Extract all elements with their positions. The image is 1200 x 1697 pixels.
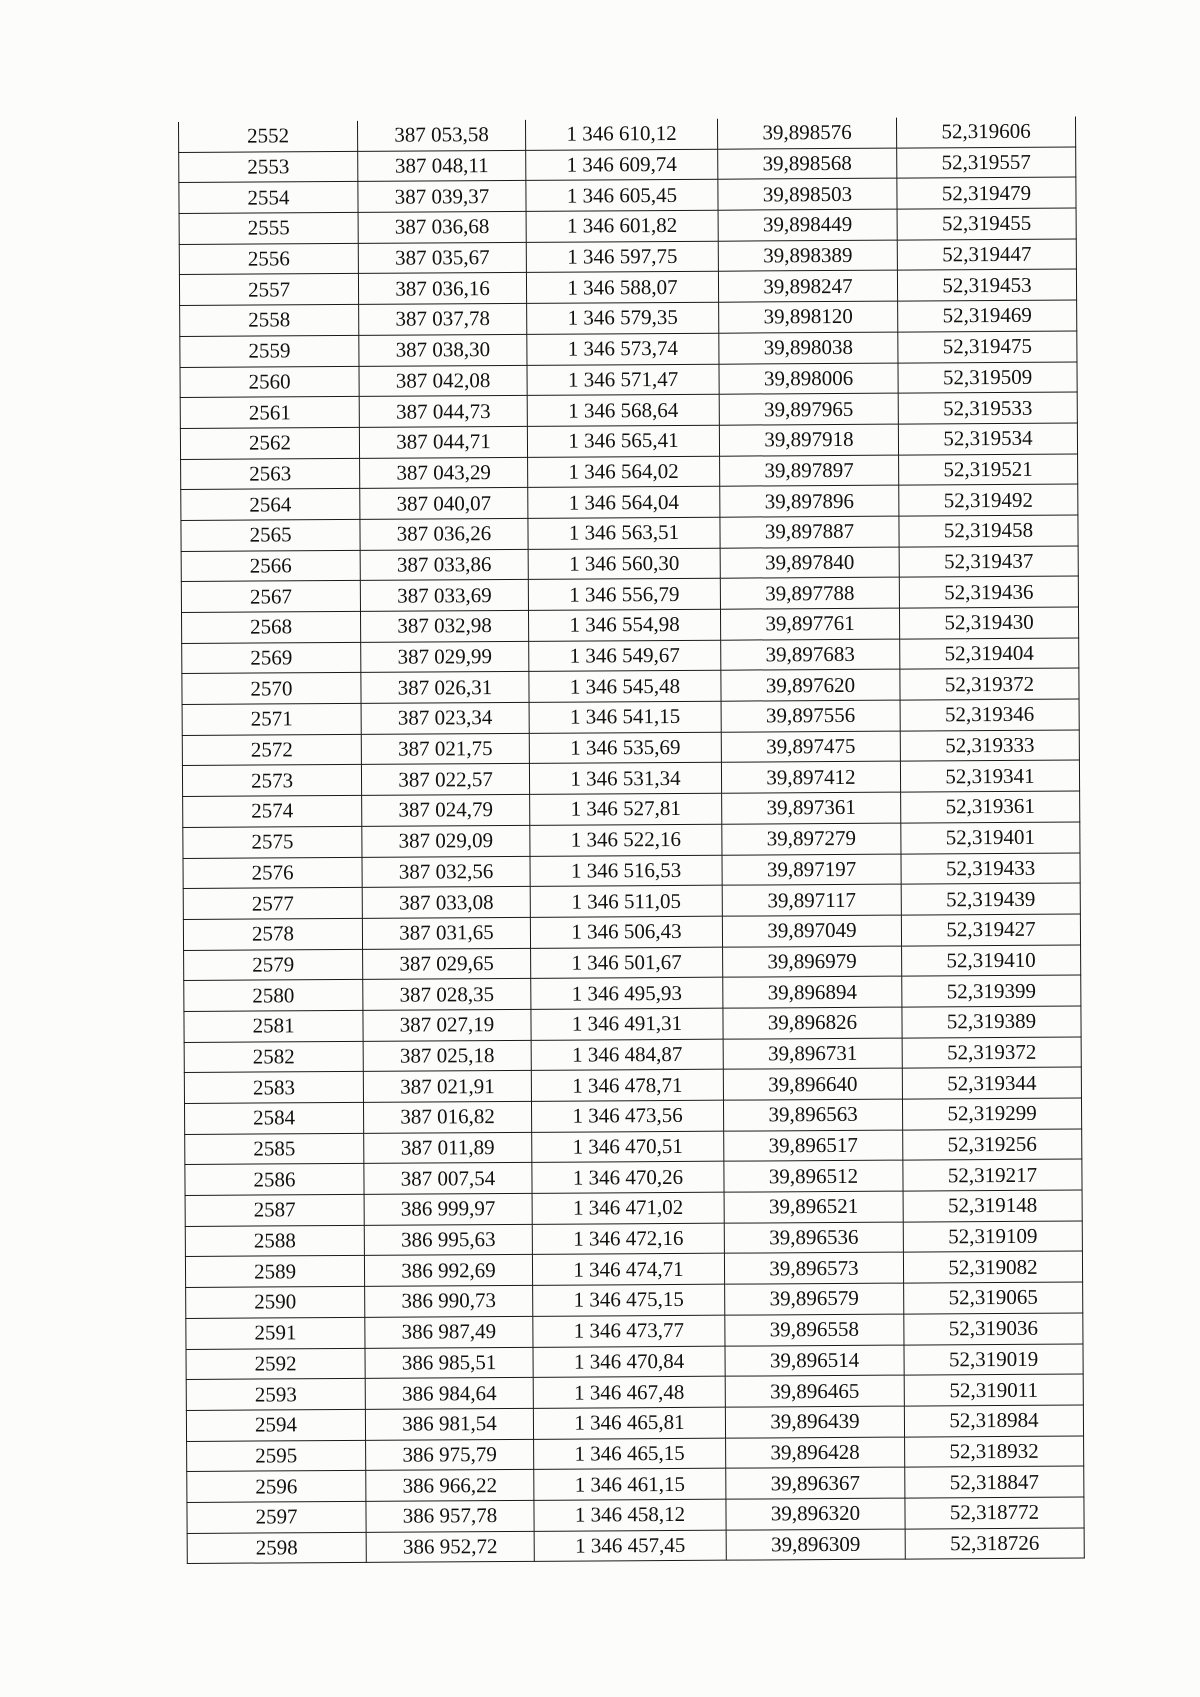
x-coordinate-cell: 386 985,51 [365, 1347, 533, 1379]
x-coordinate-cell: 387 016,82 [363, 1101, 531, 1133]
latitude-cell: 39,898449 [718, 209, 897, 241]
x-coordinate-cell: 387 011,89 [364, 1132, 532, 1164]
y-coordinate-cell: 1 346 564,02 [528, 456, 720, 488]
y-coordinate-cell: 1 346 601,82 [526, 210, 718, 242]
point-number-cell: 2582 [184, 1041, 363, 1073]
latitude-cell: 39,897556 [721, 700, 900, 732]
longitude-cell: 52,319082 [903, 1251, 1082, 1283]
y-coordinate-cell: 1 346 564,04 [528, 486, 720, 518]
point-number-cell: 2570 [182, 673, 361, 705]
y-coordinate-cell: 1 346 610,12 [525, 119, 717, 150]
x-coordinate-cell: 387 044,73 [359, 396, 527, 428]
y-coordinate-cell: 1 346 470,84 [533, 1346, 725, 1378]
latitude-cell: 39,898576 [717, 118, 896, 149]
point-number-cell: 2598 [187, 1532, 366, 1564]
latitude-cell: 39,897197 [722, 854, 901, 886]
latitude-cell: 39,896367 [726, 1467, 905, 1499]
x-coordinate-cell: 386 966,22 [366, 1470, 534, 1502]
point-number-cell: 2581 [184, 1010, 363, 1042]
x-coordinate-cell: 387 028,35 [363, 979, 531, 1011]
longitude-cell: 52,319410 [902, 945, 1081, 977]
point-number-cell: 2583 [184, 1072, 363, 1104]
latitude-cell: 39,898568 [718, 148, 897, 180]
latitude-cell: 39,896439 [725, 1406, 904, 1438]
longitude-cell: 52,319437 [899, 546, 1078, 578]
longitude-cell: 52,319217 [903, 1159, 1082, 1191]
y-coordinate-cell: 1 346 484,87 [531, 1039, 723, 1071]
point-number-cell: 2562 [180, 427, 359, 459]
latitude-cell: 39,897788 [720, 577, 899, 609]
point-number-cell: 2572 [182, 734, 361, 766]
y-coordinate-cell: 1 346 461,15 [534, 1468, 726, 1500]
latitude-cell: 39,897918 [719, 424, 898, 456]
longitude-cell: 52,319475 [898, 331, 1077, 363]
latitude-cell: 39,896428 [726, 1437, 905, 1469]
x-coordinate-cell: 387 042,08 [359, 365, 527, 397]
table-row [187, 1528, 1084, 1564]
y-coordinate-cell: 1 346 597,75 [526, 241, 718, 273]
x-coordinate-cell: 386 990,73 [365, 1285, 533, 1317]
x-coordinate-cell: 386 999,97 [364, 1193, 532, 1225]
point-number-cell: 2593 [186, 1379, 365, 1411]
x-coordinate-cell: 387 029,65 [363, 948, 531, 980]
latitude-cell: 39,896517 [724, 1130, 903, 1162]
y-coordinate-cell: 1 346 470,26 [532, 1162, 724, 1194]
point-number-cell: 2578 [183, 918, 362, 950]
latitude-cell: 39,898503 [718, 178, 897, 210]
longitude-cell: 52,319372 [902, 1037, 1081, 1069]
point-number-cell: 2566 [181, 550, 360, 582]
point-number-cell: 2584 [184, 1102, 363, 1134]
longitude-cell: 52,319361 [901, 791, 1080, 823]
x-coordinate-cell: 386 981,54 [365, 1408, 533, 1440]
y-coordinate-cell: 1 346 473,56 [531, 1100, 723, 1132]
y-coordinate-cell: 1 346 556,79 [528, 579, 720, 611]
x-coordinate-cell: 387 053,58 [357, 120, 525, 151]
y-coordinate-cell: 1 346 458,12 [534, 1499, 726, 1531]
latitude-cell: 39,896320 [726, 1498, 905, 1530]
x-coordinate-cell: 387 021,75 [361, 733, 529, 765]
longitude-cell: 52,319479 [897, 177, 1076, 209]
point-number-cell: 2569 [182, 642, 361, 674]
coordinates-table [178, 117, 1085, 1565]
y-coordinate-cell: 1 346 470,51 [532, 1131, 724, 1163]
latitude-cell: 39,897117 [722, 884, 901, 916]
point-number-cell: 2567 [181, 581, 360, 613]
point-number-cell: 2553 [179, 151, 358, 183]
x-coordinate-cell: 386 987,49 [365, 1316, 533, 1348]
x-coordinate-cell: 387 048,11 [358, 150, 526, 182]
x-coordinate-cell: 387 025,18 [363, 1040, 531, 1072]
longitude-cell: 52,319019 [904, 1343, 1083, 1375]
longitude-cell: 52,318847 [905, 1466, 1084, 1498]
latitude-cell: 39,896579 [725, 1283, 904, 1315]
y-coordinate-cell: 1 346 474,71 [532, 1254, 724, 1286]
point-number-cell: 2557 [179, 274, 358, 306]
longitude-cell: 52,318726 [905, 1528, 1084, 1560]
x-coordinate-cell: 387 029,99 [361, 641, 529, 673]
latitude-cell: 39,896512 [724, 1160, 903, 1192]
longitude-cell: 52,319458 [899, 515, 1078, 547]
longitude-cell: 52,319606 [896, 117, 1075, 148]
y-coordinate-cell: 1 346 527,81 [530, 793, 722, 825]
y-coordinate-cell: 1 346 478,71 [531, 1069, 723, 1101]
latitude-cell: 39,898038 [719, 332, 898, 364]
x-coordinate-cell: 387 040,07 [360, 488, 528, 520]
point-number-cell: 2571 [182, 703, 361, 735]
x-coordinate-cell: 387 035,67 [358, 242, 526, 274]
longitude-cell: 52,319399 [902, 975, 1081, 1007]
x-coordinate-cell: 387 024,79 [362, 794, 530, 826]
x-coordinate-cell: 386 992,69 [364, 1255, 532, 1287]
x-coordinate-cell: 387 033,86 [360, 549, 528, 581]
y-coordinate-cell: 1 346 516,53 [530, 855, 722, 887]
point-number-cell: 2556 [179, 243, 358, 275]
longitude-cell: 52,319427 [901, 914, 1080, 946]
longitude-cell: 52,319509 [898, 362, 1077, 394]
y-coordinate-cell: 1 346 588,07 [526, 272, 718, 304]
longitude-cell: 52,319430 [899, 607, 1078, 639]
x-coordinate-cell: 387 036,16 [358, 273, 526, 305]
latitude-cell: 39,897761 [720, 608, 899, 640]
point-number-cell: 2587 [185, 1194, 364, 1226]
y-coordinate-cell: 1 346 573,74 [527, 333, 719, 365]
point-number-cell: 2560 [180, 366, 359, 398]
y-coordinate-cell: 1 346 605,45 [526, 180, 718, 212]
x-coordinate-cell: 386 975,79 [366, 1439, 534, 1471]
x-coordinate-cell: 387 031,65 [362, 917, 530, 949]
y-coordinate-cell: 1 346 465,81 [533, 1407, 725, 1439]
latitude-cell: 39,897620 [721, 669, 900, 701]
latitude-cell: 39,897896 [720, 485, 899, 517]
longitude-cell: 52,319447 [897, 239, 1076, 271]
latitude-cell: 39,897897 [720, 455, 899, 487]
longitude-cell: 52,319492 [899, 484, 1078, 516]
longitude-cell: 52,319439 [901, 883, 1080, 915]
point-number-cell: 2580 [184, 980, 363, 1012]
x-coordinate-cell: 387 033,69 [360, 580, 528, 612]
y-coordinate-cell: 1 346 535,69 [529, 732, 721, 764]
longitude-cell: 52,318932 [905, 1436, 1084, 1468]
y-coordinate-cell: 1 346 541,15 [529, 701, 721, 733]
point-number-cell: 2564 [181, 489, 360, 521]
point-number-cell: 2573 [182, 765, 361, 797]
latitude-cell: 39,898006 [719, 363, 898, 395]
x-coordinate-cell: 386 957,78 [366, 1500, 534, 1532]
x-coordinate-cell: 387 032,98 [360, 610, 528, 642]
latitude-cell: 39,897412 [721, 762, 900, 794]
point-number-cell: 2590 [186, 1287, 365, 1319]
latitude-cell: 39,896536 [724, 1222, 903, 1254]
y-coordinate-cell: 1 346 549,67 [529, 640, 721, 672]
y-coordinate-cell: 1 346 511,05 [530, 885, 722, 917]
y-coordinate-cell: 1 346 457,45 [534, 1530, 726, 1562]
latitude-cell: 39,897279 [722, 823, 901, 855]
longitude-cell: 52,319299 [902, 1098, 1081, 1130]
x-coordinate-cell: 387 021,91 [363, 1071, 531, 1103]
x-coordinate-cell: 387 036,26 [360, 518, 528, 550]
longitude-cell: 52,318984 [904, 1405, 1083, 1437]
point-number-cell: 2574 [183, 796, 362, 828]
latitude-cell: 39,897683 [721, 639, 900, 671]
point-number-cell: 2576 [183, 857, 362, 889]
latitude-cell: 39,897475 [721, 731, 900, 763]
x-coordinate-cell: 387 033,08 [362, 887, 530, 919]
longitude-cell: 52,319453 [897, 269, 1076, 301]
y-coordinate-cell: 1 346 571,47 [527, 364, 719, 396]
point-number-cell: 2596 [187, 1471, 366, 1503]
y-coordinate-cell: 1 346 522,16 [530, 824, 722, 856]
longitude-cell: 52,319404 [900, 638, 1079, 670]
latitude-cell: 39,896514 [725, 1345, 904, 1377]
latitude-cell: 39,896731 [723, 1038, 902, 1070]
latitude-cell: 39,897887 [720, 516, 899, 548]
longitude-cell: 52,319521 [899, 454, 1078, 486]
latitude-cell: 39,898247 [718, 271, 897, 303]
longitude-cell: 52,319433 [901, 853, 1080, 885]
point-number-cell: 2555 [179, 212, 358, 244]
longitude-cell: 52,319436 [899, 576, 1078, 608]
point-number-cell: 2563 [181, 458, 360, 490]
point-number-cell: 2597 [187, 1501, 366, 1533]
point-number-cell: 2561 [180, 397, 359, 429]
latitude-cell: 39,897361 [722, 792, 901, 824]
y-coordinate-cell: 1 346 560,30 [528, 548, 720, 580]
latitude-cell: 39,898389 [718, 240, 897, 272]
longitude-cell: 52,319341 [900, 760, 1079, 792]
longitude-cell: 52,319011 [904, 1374, 1083, 1406]
y-coordinate-cell: 1 346 545,48 [529, 671, 721, 703]
point-number-cell: 2594 [186, 1409, 365, 1441]
longitude-cell: 52,319401 [901, 822, 1080, 854]
latitude-cell: 39,896563 [723, 1099, 902, 1131]
longitude-cell: 52,319372 [900, 668, 1079, 700]
latitude-cell: 39,896465 [725, 1375, 904, 1407]
y-coordinate-cell: 1 346 467,48 [533, 1376, 725, 1408]
longitude-cell: 52,319148 [903, 1190, 1082, 1222]
coordinates-table-body [178, 117, 1084, 1564]
longitude-cell: 52,319065 [904, 1282, 1083, 1314]
latitude-cell: 39,896309 [726, 1529, 905, 1561]
latitude-cell: 39,896826 [723, 1007, 902, 1039]
y-coordinate-cell: 1 346 531,34 [529, 763, 721, 795]
latitude-cell: 39,897049 [722, 915, 901, 947]
x-coordinate-cell: 387 032,56 [362, 856, 530, 888]
x-coordinate-cell: 386 952,72 [366, 1531, 534, 1563]
point-number-cell: 2588 [185, 1225, 364, 1257]
y-coordinate-cell: 1 346 609,74 [526, 149, 718, 181]
x-coordinate-cell: 387 043,29 [360, 457, 528, 489]
latitude-cell: 39,897840 [720, 547, 899, 579]
x-coordinate-cell: 387 039,37 [358, 181, 526, 213]
longitude-cell: 52,319389 [902, 1006, 1081, 1038]
point-number-cell: 2577 [183, 888, 362, 920]
longitude-cell: 52,319109 [903, 1221, 1082, 1253]
point-number-cell: 2552 [178, 121, 357, 152]
latitude-cell: 39,896979 [723, 946, 902, 978]
y-coordinate-cell: 1 346 579,35 [527, 302, 719, 334]
x-coordinate-cell: 387 044,71 [359, 426, 527, 458]
longitude-cell: 52,319533 [898, 392, 1077, 424]
y-coordinate-cell: 1 346 491,31 [531, 1008, 723, 1040]
x-coordinate-cell: 387 038,30 [359, 334, 527, 366]
point-number-cell: 2591 [186, 1317, 365, 1349]
point-number-cell: 2558 [180, 305, 359, 337]
y-coordinate-cell: 1 346 565,41 [527, 425, 719, 457]
point-number-cell: 2585 [185, 1133, 364, 1165]
point-number-cell: 2592 [186, 1348, 365, 1380]
latitude-cell: 39,898120 [719, 301, 898, 333]
y-coordinate-cell: 1 346 506,43 [530, 916, 722, 948]
x-coordinate-cell: 386 995,63 [364, 1224, 532, 1256]
longitude-cell: 52,319256 [903, 1129, 1082, 1161]
point-number-cell: 2586 [185, 1164, 364, 1196]
x-coordinate-cell: 387 037,78 [359, 303, 527, 335]
y-coordinate-cell: 1 346 465,15 [534, 1438, 726, 1470]
x-coordinate-cell: 387 027,19 [363, 1009, 531, 1041]
point-number-cell: 2595 [187, 1440, 366, 1472]
x-coordinate-cell: 387 036,68 [358, 211, 526, 243]
longitude-cell: 52,319036 [904, 1313, 1083, 1345]
y-coordinate-cell: 1 346 568,64 [527, 394, 719, 426]
point-number-cell: 2589 [185, 1256, 364, 1288]
point-number-cell: 2554 [179, 182, 358, 214]
latitude-cell: 39,896640 [723, 1068, 902, 1100]
longitude-cell: 52,319469 [898, 300, 1077, 332]
x-coordinate-cell: 387 022,57 [361, 764, 529, 796]
point-number-cell: 2565 [181, 519, 360, 551]
y-coordinate-cell: 1 346 495,93 [531, 977, 723, 1009]
longitude-cell: 52,319346 [900, 699, 1079, 731]
y-coordinate-cell: 1 346 472,16 [532, 1223, 724, 1255]
point-number-cell: 2579 [184, 949, 363, 981]
latitude-cell: 39,896558 [725, 1314, 904, 1346]
x-coordinate-cell: 387 007,54 [364, 1163, 532, 1195]
latitude-cell: 39,896894 [723, 976, 902, 1008]
latitude-cell: 39,896573 [724, 1253, 903, 1285]
x-coordinate-cell: 386 984,64 [365, 1378, 533, 1410]
longitude-cell: 52,319333 [900, 730, 1079, 762]
y-coordinate-cell: 1 346 473,77 [533, 1315, 725, 1347]
latitude-cell: 39,896521 [724, 1191, 903, 1223]
longitude-cell: 52,319344 [902, 1067, 1081, 1099]
y-coordinate-cell: 1 346 554,98 [528, 609, 720, 641]
y-coordinate-cell: 1 346 563,51 [528, 517, 720, 549]
point-number-cell: 2575 [183, 826, 362, 858]
y-coordinate-cell: 1 346 471,02 [532, 1192, 724, 1224]
longitude-cell: 52,319534 [898, 423, 1077, 455]
point-number-cell: 2559 [180, 335, 359, 367]
x-coordinate-cell: 387 026,31 [361, 672, 529, 704]
point-number-cell: 2568 [181, 611, 360, 643]
longitude-cell: 52,319455 [897, 208, 1076, 240]
latitude-cell: 39,897965 [719, 393, 898, 425]
y-coordinate-cell: 1 346 475,15 [533, 1284, 725, 1316]
y-coordinate-cell: 1 346 501,67 [531, 947, 723, 979]
longitude-cell: 52,319557 [897, 147, 1076, 179]
x-coordinate-cell: 387 029,09 [362, 825, 530, 857]
longitude-cell: 52,318772 [905, 1497, 1084, 1529]
x-coordinate-cell: 387 023,34 [361, 702, 529, 734]
